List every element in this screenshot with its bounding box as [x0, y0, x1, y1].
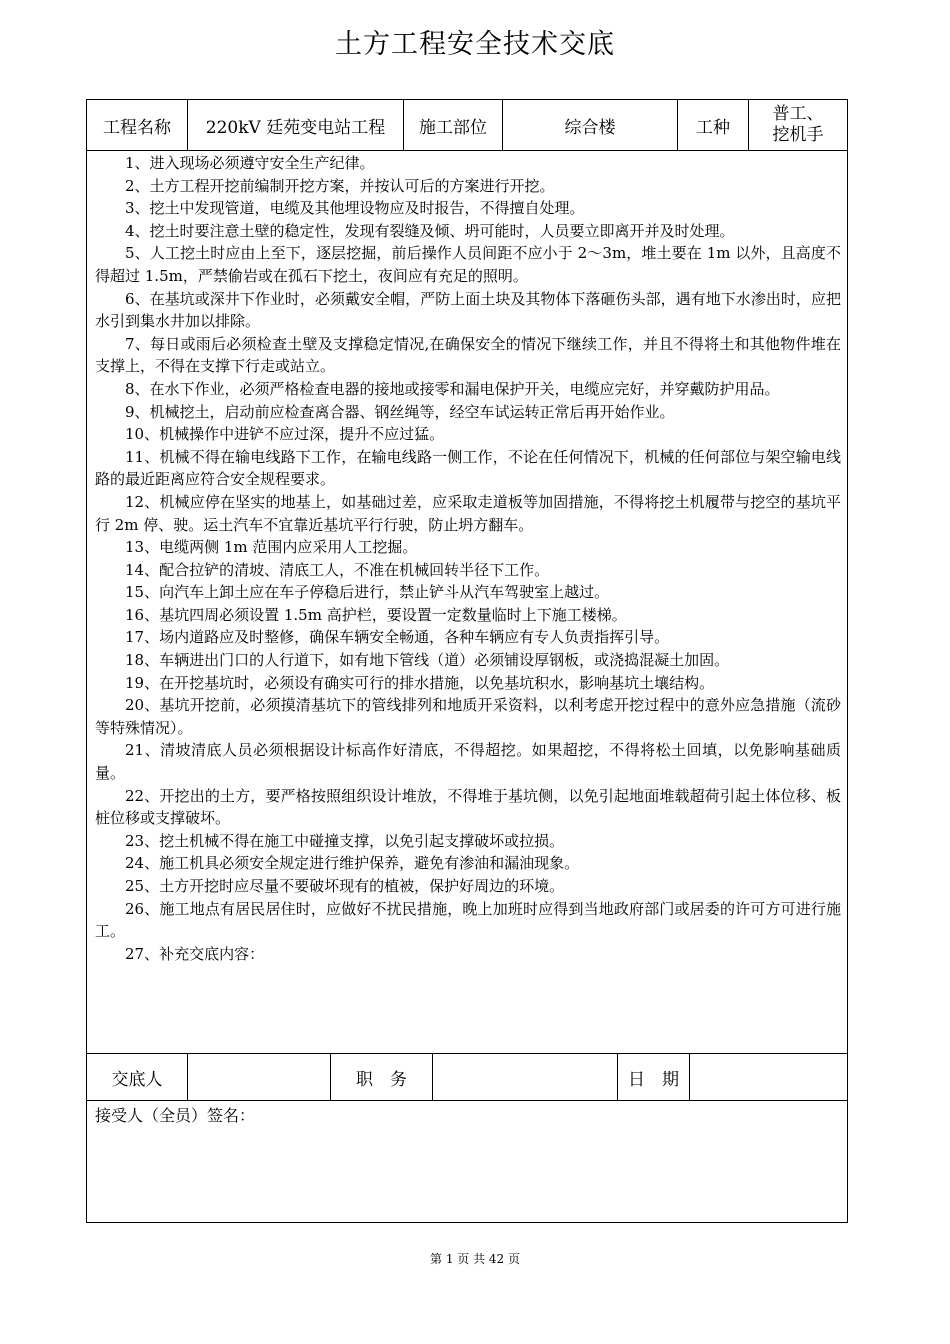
- location-value: 综合楼: [503, 100, 678, 150]
- safety-item: 3、挖土中发现管道，电缆及其他埋设物应及时报告，不得擅自处理。: [125, 199, 585, 218]
- trade-value-line-1: 普工、: [772, 104, 824, 124]
- safety-item: 23、挖土机械不得在施工中碰撞支撑，以免引起支撑破坏或拉损。: [125, 831, 565, 850]
- safety-item: 17、场内道路应及时整修，确保车辆安全畅通，各种车辆应有专人负责指挥引导。: [125, 628, 670, 647]
- date-field[interactable]: [690, 1054, 847, 1100]
- project-name-label: 工程名称: [87, 100, 188, 150]
- safety-item: 9、机械挖土，启动前应检查离合器、钢丝绳等，经空车试运转正常后再开始作业。: [125, 402, 675, 421]
- signoff-row: [87, 1053, 847, 1101]
- safety-item: 16、基坑四周必须设置 1.5m 高护栏，要设置一定数量临时上下施工楼梯。: [125, 605, 627, 624]
- safety-item: 12、机械应停在坚实的地基上，如基础过差，应采取走道板等加固措施，不得将挖土机履带与挖空的基坑平行 2m 停、驶。运土汽车不宜靠近基坑平行行驶，防止坍方翻车。: [95, 492, 841, 534]
- document-title: 土方工程安全技术交底: [335, 29, 615, 60]
- date-label: 日 期: [618, 1054, 690, 1100]
- position-label: 职 务: [331, 1054, 433, 1100]
- discloser-label: 交底人: [87, 1054, 188, 1100]
- safety-item: 5、人工挖土时应由上至下，逐层挖掘，前后操作人员间距不应小于 2～3m，堆土要在 1m 以外，且高度不得超过 1.5m，严禁偷岩或在孤石下挖土，夜间应有充足的照明。: [95, 244, 841, 285]
- safety-item: 19、在开挖基坑时，必须设有确实可行的排水措施，以免基坑积水，影响基坑土壤结构。: [125, 673, 715, 692]
- safety-item: 14、配合拉铲的清坡、清底工人，不准在机械回转半径下工作。: [125, 560, 550, 579]
- safety-item: 18、车辆进出门口的人行道下，如有地下管线（道）必须铺设厚钢板，或浇捣混凝土加固。: [125, 651, 730, 670]
- header-row: [87, 100, 847, 151]
- disclosure-form: [86, 99, 848, 1223]
- page-footer: 第 1 页 共 42 页: [430, 1252, 520, 1266]
- position-field[interactable]: [433, 1054, 618, 1100]
- receiver-signature-label: 接受人（全员）签名：: [95, 1106, 256, 1125]
- safety-item: 27、补充交底内容：: [125, 944, 265, 963]
- safety-item: 6、在基坑或深井下作业时，必须戴安全帽，严防上面土块及其物体下落砸伤头部，遇有地下水渗出时，应把水引到集水井加以排除。: [95, 289, 841, 331]
- discloser-field[interactable]: [188, 1054, 331, 1100]
- safety-items: [95, 152, 841, 965]
- safety-item: 2、土方工程开挖前编制开挖方案，并按认可后的方案进行开挖。: [125, 176, 555, 195]
- safety-item: 7、每日或雨后必须检查土壁及支撑稳定情况,在确保安全的情况下继续工作，并且不得将土和其他物件堆在支撑上，不得在支撑下行走或站立。: [95, 334, 841, 376]
- safety-item: 13、电缆两侧 1m 范围内应采用人工挖掘。: [125, 538, 418, 557]
- safety-item: 11、机械不得在输电线路下工作，在输电线路一侧工作，不论在任何情况下，机械的任何部位与架空输电线路的最近距离应符合安全规程要求。: [95, 447, 841, 489]
- safety-item: 25、土方开挖时应尽量不要破坏现有的植被，保护好周边的环境。: [125, 877, 565, 895]
- safety-item: 8、在水下作业，必须严格检查电器的接地或接零和漏电保护开关，电缆应完好，并穿戴防护用品。: [125, 379, 780, 398]
- safety-item: 15、向汽车上卸土应在车子停稳后进行，禁止铲斗从汽车驾驶室上越过。: [125, 583, 610, 602]
- safety-item: 4、挖土时要注意土壁的稳定性，发现有裂缝及倾、坍可能时，人员要立即离开并及时处理。: [125, 221, 735, 240]
- project-name-value: 220kV 廷苑变电站工程: [188, 100, 404, 150]
- trade-value: [749, 100, 847, 150]
- safety-item: 21、清坡清底人员必须根据设计标高作好清底，不得超挖。如果超挖，不得将松土回填，以免影响基础质量。: [95, 741, 841, 783]
- safety-item: 20、基坑开挖前，必须摸清基坑下的管线排列和地质开采资料，以利考虑开挖过程中的意外应急措施（流砂等特殊情况）。: [95, 696, 841, 737]
- trade-label: 工种: [678, 100, 749, 150]
- trade-value-line-2: 挖机手: [772, 125, 824, 145]
- safety-item: 24、施工机具必须安全规定进行维护保养，避免有渗油和漏油现象。: [125, 854, 580, 873]
- safety-item: 1、进入现场必须遵守安全生产纪律。: [125, 154, 375, 172]
- safety-item: 26、施工地点有居民居住时，应做好不扰民措施，晚上加班时应得到当地政府部门或居委的许可方可进行施工。: [95, 899, 841, 941]
- location-label: 施工部位: [404, 100, 503, 150]
- safety-item: 22、开挖出的土方，要严格按照组织设计堆放，不得堆于基坑侧，以免引起地面堆载超荷引起土体位移、板桩位移或支撑破坏。: [95, 786, 841, 828]
- safety-item: 10、机械操作中进铲不应过深，提升不应过猛。: [125, 425, 445, 444]
